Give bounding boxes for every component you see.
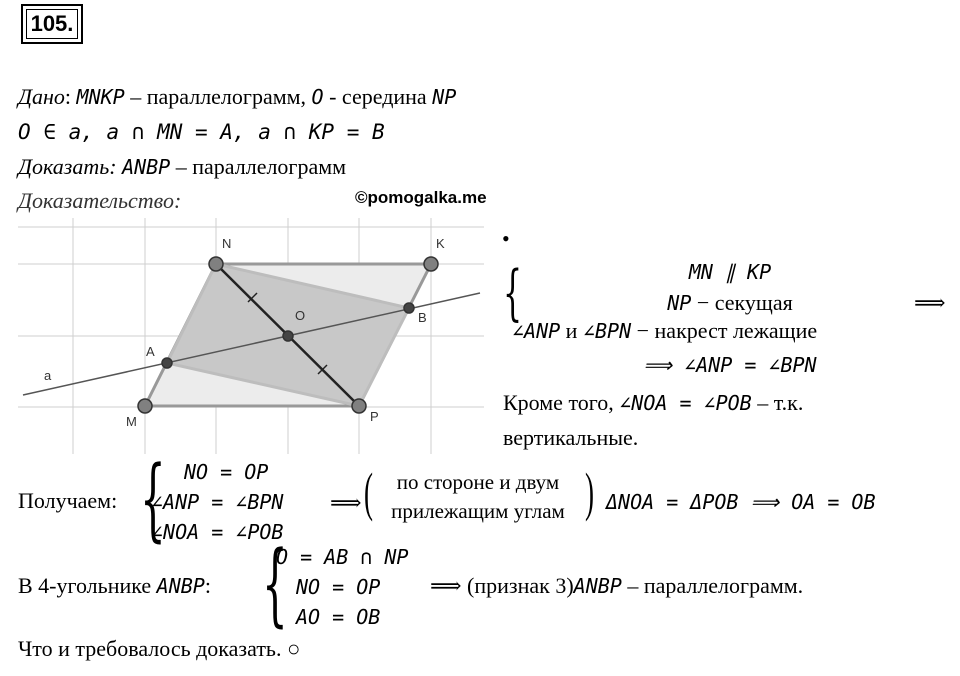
step3-eq2: ∠ANP = ∠BPN (151, 490, 284, 514)
step1-implies: ⟹ (914, 290, 946, 315)
paren-close: ) (585, 462, 594, 522)
label-k: K (436, 236, 445, 251)
brace-step3: { (140, 447, 166, 552)
step1-and: и (560, 318, 583, 343)
label-n: N (222, 236, 232, 251)
step3-implies: ⟹ (330, 490, 362, 515)
point-k (424, 257, 438, 271)
step3-label: Получаем: (18, 488, 118, 513)
prove-text: – параллелограмм (170, 154, 347, 179)
label-b: B (418, 310, 427, 325)
step3-criterion-2: прилежащим углам (391, 499, 565, 523)
step4-colon: : (204, 573, 211, 598)
bullet: • (502, 226, 510, 251)
given-figure: MNKP (76, 85, 125, 109)
paren-open: ( (364, 462, 373, 522)
prove-line (18, 154, 346, 180)
step1-bpn: ∠BPN (582, 319, 632, 343)
step3-eq1: NO = OP (184, 460, 269, 484)
watermark: ©pomogalka.me (355, 188, 487, 207)
step1-anp: ∠ANP (512, 319, 561, 343)
step4-figure: ANBP (573, 574, 622, 598)
step3-criterion-1: по стороне и двум (396, 470, 560, 494)
given-colon: : (64, 84, 72, 109)
given-label: Дано (18, 84, 65, 109)
brace-step4: { (262, 532, 288, 637)
step3-conclusion: ΔNOA = ΔPOB ⟹ OA = OB (606, 490, 876, 514)
step4-text: – параллелограмм. (621, 573, 804, 598)
step2-because: – т.к. (751, 390, 804, 415)
prove-figure: ANBP (122, 155, 171, 179)
given-midpoint-text: - середина (323, 84, 433, 109)
step1-line3 (512, 318, 817, 344)
step4-quad: ANBP (156, 574, 205, 598)
step4-eq2: NO = OP (296, 575, 381, 599)
prove-label: Доказать: (18, 154, 117, 179)
point-b (404, 303, 414, 313)
point-o (283, 331, 293, 341)
proof-label: Доказательство: (18, 188, 182, 213)
qed-line: Что и требовалось доказать. ○ (18, 636, 301, 661)
given-segment: NP (432, 85, 457, 109)
step4-eq3: AO = OB (296, 605, 381, 629)
point-p (352, 399, 366, 413)
step1-line1: MN ∥ KP (688, 260, 772, 284)
step4-label (18, 573, 211, 599)
point-n (209, 257, 223, 271)
parallelogram-figure (18, 218, 484, 454)
step2-line2: вертикальные. (503, 425, 639, 450)
step2-angles: ∠NOA = ∠POB (619, 391, 752, 415)
label-o: O (295, 308, 306, 323)
step2-line1 (503, 390, 803, 416)
step1-result: ⟹ ∠ANP = ∠BPN (643, 353, 817, 377)
step1-secant: − секущая (691, 290, 793, 315)
label-line-a: a (44, 368, 52, 383)
step1-alternate: − накрест лежащие (631, 318, 818, 343)
label-m: M (126, 414, 137, 429)
point-a (162, 358, 172, 368)
given-line-2: O ∈ a, a ∩ MN = A, a ∩ KP = B (18, 120, 385, 144)
point-m (138, 399, 152, 413)
step4-in-quad: В 4-угольнике (18, 573, 157, 598)
problem-number: 105. (21, 4, 83, 44)
given-line-1 (18, 84, 456, 110)
step4-implies: ⟹ (430, 573, 462, 598)
step1-np: NP (667, 291, 692, 315)
label-p: P (370, 409, 379, 424)
step2-besides: Кроме того, (503, 390, 620, 415)
step3-eq3: ∠NOA = ∠POB (151, 520, 284, 544)
brace-step1: { (503, 258, 523, 328)
given-point: O (311, 85, 324, 109)
step4-result (430, 573, 803, 599)
step1-line2 (520, 290, 940, 316)
label-a: A (146, 344, 155, 359)
step4-eq1: O = AB ∩ NP (276, 545, 409, 569)
step4-criterion: (признак 3) (467, 573, 574, 598)
given-dash: – параллелограмм, (124, 84, 312, 109)
